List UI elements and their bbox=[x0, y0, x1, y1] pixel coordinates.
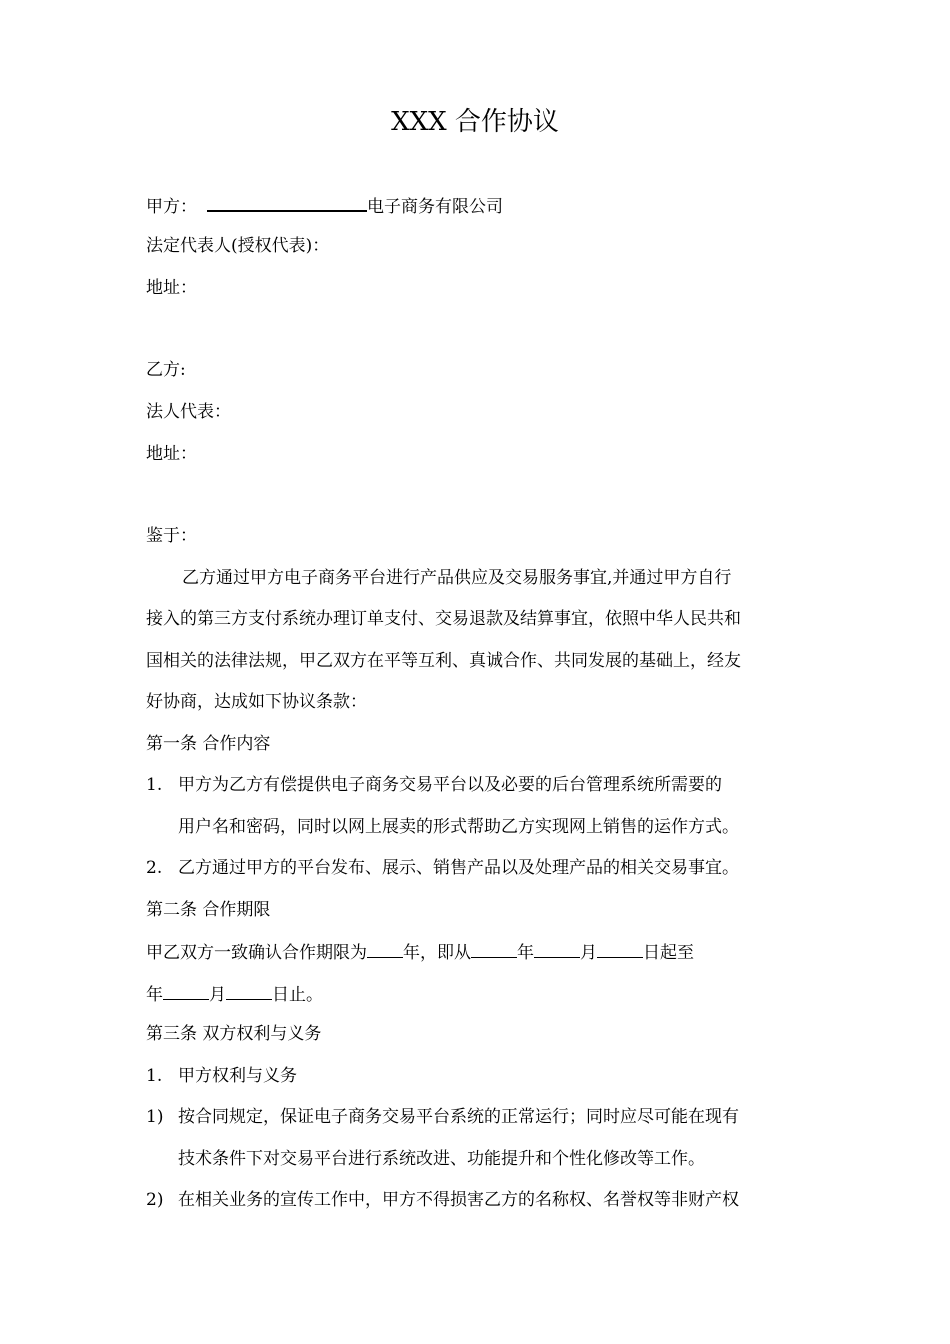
term-years-blank bbox=[367, 940, 403, 958]
end-month-blank bbox=[163, 982, 209, 1000]
term-text: 月 bbox=[209, 985, 226, 1005]
article3-heading: 第三条 双方权利与义务 bbox=[146, 1024, 322, 1044]
party-a-line bbox=[146, 193, 503, 218]
article2-end-line bbox=[146, 982, 323, 1006]
preamble-label: 鉴于： bbox=[146, 526, 197, 546]
item-number: 2. bbox=[146, 858, 163, 878]
item-number: 1. bbox=[146, 775, 163, 795]
article1-item-2 bbox=[146, 857, 739, 879]
party-a-representative-label: 法定代表人(授权代表)： bbox=[146, 236, 330, 256]
preamble-line: 接入的第三方支付系统办理订单支付、交易退款及结算事宜，依照中华人民共和 bbox=[146, 609, 741, 629]
party-a-name-blank bbox=[207, 193, 367, 212]
article1-heading: 第一条 合作内容 bbox=[146, 734, 271, 754]
item-text: 按合同规定，保证电子商务交易平台系统的正常运行；同时应尽可能在现有 bbox=[178, 1107, 739, 1127]
document-title: XXX 合作协议 bbox=[391, 107, 559, 137]
preamble-line: 国相关的法律法规，甲乙双方在平等互利、真诚合作、共同发展的基础上，经友 bbox=[146, 651, 741, 671]
party-b-label: 乙方: bbox=[146, 360, 186, 380]
article1-item-1 bbox=[146, 774, 722, 796]
start-year-blank bbox=[471, 940, 517, 958]
item-text: 乙方通过甲方的平台发布、展示、销售产品以及处理产品的相关交易事宜。 bbox=[178, 858, 739, 878]
article3-sub-heading bbox=[146, 1065, 297, 1087]
end-day-blank bbox=[226, 982, 272, 1000]
article2-term-line bbox=[146, 940, 694, 964]
article3-item-2 bbox=[146, 1189, 739, 1211]
article3-item-1-continued: 技术条件下对交易平台进行系统改进、功能提升和个性化修改等工作。 bbox=[178, 1149, 705, 1169]
term-text: 甲乙双方一致确认合作期限为 bbox=[146, 943, 367, 963]
item-text: 甲方权利与义务 bbox=[178, 1066, 297, 1086]
term-text: 年，即从 bbox=[403, 943, 471, 963]
preamble-line: 乙方通过甲方电子商务平台进行产品供应及交易服务事宜,并通过甲方自行 bbox=[182, 568, 732, 588]
item-text: 在相关业务的宣传工作中，甲方不得损害乙方的名称权、名誉权等非财产权 bbox=[178, 1190, 739, 1210]
start-day-blank bbox=[597, 940, 643, 958]
item-number: 2) bbox=[146, 1190, 164, 1210]
preamble-line: 好协商，达成如下协议条款： bbox=[146, 692, 367, 712]
term-text: 日起至 bbox=[643, 943, 694, 963]
party-a-company-suffix: 电子商务有限公司 bbox=[367, 197, 503, 217]
item-number: 1) bbox=[146, 1107, 164, 1127]
term-text: 月 bbox=[580, 943, 597, 963]
item-number: 1. bbox=[146, 1066, 163, 1086]
term-text: 年 bbox=[517, 943, 534, 963]
article1-item-1-continued: 用户名和密码，同时以网上展卖的形式帮助乙方实现网上销售的运作方式。 bbox=[178, 817, 739, 837]
party-a-label: 甲方： bbox=[146, 197, 197, 217]
party-b-address-label: 地址： bbox=[146, 444, 197, 464]
start-month-blank bbox=[534, 940, 580, 958]
party-a-address-label: 地址： bbox=[146, 278, 197, 298]
article3-item-1 bbox=[146, 1106, 739, 1128]
item-text: 甲方为乙方有偿提供电子商务交易平台以及必要的后台管理系统所需要的 bbox=[178, 775, 722, 795]
term-text: 年 bbox=[146, 985, 163, 1005]
term-text: 日止。 bbox=[272, 985, 323, 1005]
article2-heading: 第二条 合作期限 bbox=[146, 900, 271, 920]
party-b-representative-label: 法人代表： bbox=[146, 402, 231, 422]
